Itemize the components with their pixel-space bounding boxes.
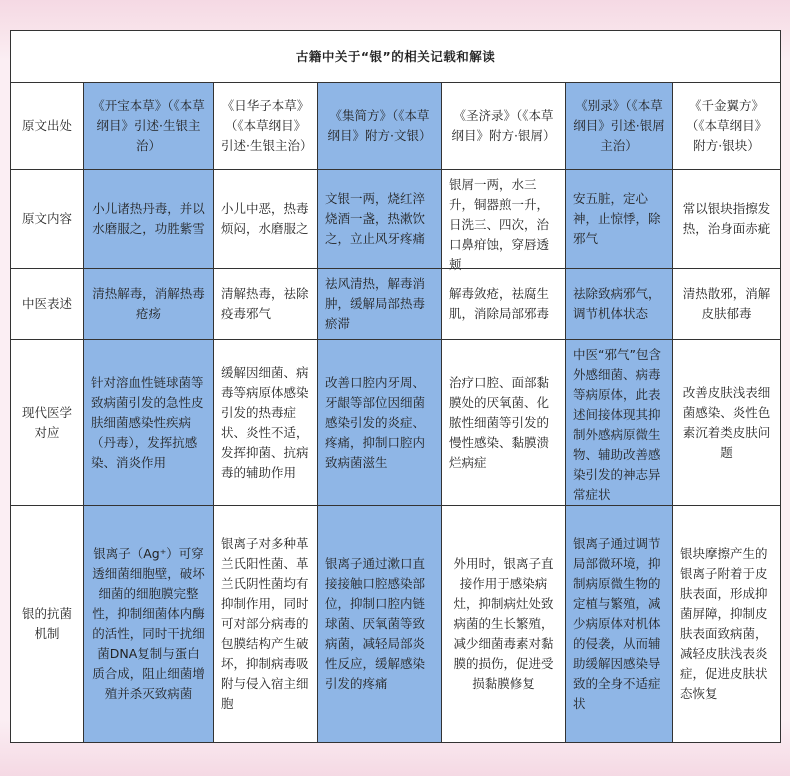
row-label-tcm: 中医表述 xyxy=(11,269,84,340)
table-row xyxy=(11,170,781,269)
cell-original-6: 常以银块指擦发热，治身面赤疵 xyxy=(673,170,781,269)
table-row xyxy=(11,506,781,743)
cell-modern-4: 治疗口腔、面部黏膜处的厌氧菌、化脓性细菌等引发的慢性感染、黏膜溃烂病症 xyxy=(442,340,566,506)
cell-modern-5-text: 中医“邪气”包含外感细菌、病毒等病原体，此表述间接体现其抑制外感病原微生物、辅助改善感染引发的神志异常症状 xyxy=(573,346,661,502)
cell-modern-2: 缓解因细菌、病毒等病原体感染引发的热毒症状、炎性不适，发挥抑菌、抗病毒的辅助作用 xyxy=(214,340,318,506)
cell-tcm-3: 祛风清热，解毒消肿，缓解局部热毒瘀滞 xyxy=(318,269,442,340)
cell-tcm-4: 解毒敛疮，祛腐生肌，消除局部邪毒 xyxy=(442,269,566,340)
cell-original-4 xyxy=(442,170,566,272)
cell-mechanism-5: 银离子通过调节局部微环境，抑制病原微生物的定植与繁殖，减少病原体对机体的侵袭，从而辅助缓解因感染导致的全身不适症状 xyxy=(566,506,673,743)
cell-tcm-2: 清解热毒，祛除疫毒邪气 xyxy=(214,269,318,340)
cell-source-1: 《开宝本草》（《本草纲目》引述·生银主治） xyxy=(84,83,214,170)
cell-original-2: 小儿中恶，热毒烦闷，水磨服之 xyxy=(214,170,318,269)
cell-mechanism-4: 外用时，银离子直接作用于感染病灶，抑制病灶处致病菌的生长繁殖，减少细菌毒素对黏膜的损伤，促进受损黏膜修复 xyxy=(442,506,566,743)
row-label-original-text: 原文内容 xyxy=(11,170,84,269)
row-label-source: 原文出处 xyxy=(11,83,84,170)
cell-modern-5 xyxy=(566,340,673,506)
cell-tcm-5: 祛除致病邪气，调节机体状态 xyxy=(566,269,673,340)
cell-mechanism-3: 银离子通过漱口直接接触口腔感染部位，抑制口腔内链球菌、厌氧菌等致病菌，减轻局部炎性反应，缓解感染引发的疼痛 xyxy=(318,506,442,743)
cell-source-5: 《别录》（《本草纲目》引述·银屑主治） xyxy=(566,83,673,170)
cell-mechanism-6: 银块摩擦产生的银离子附着于皮肤表面，形成抑菌屏障，抑制皮肤表面致病菌，减轻皮肤浅表炎症，促进皮肤状态恢复 xyxy=(673,506,781,743)
cell-source-2: 《日华子本草》（《本草纲目》引述·生银主治） xyxy=(214,83,318,170)
cell-modern-1: 针对溶血性链球菌等致病菌引发的急性皮肤细菌感染性疾病（丹毒），发挥抗感染、消炎作用 xyxy=(84,340,214,506)
cell-original-5: 安五脏，定心神，止惊悸，除邪气 xyxy=(566,170,673,269)
row-label-modern-medicine: 现代医学对应 xyxy=(11,340,84,506)
cell-original-1: 小儿诸热丹毒，并以水磨服之，功胜紫雪 xyxy=(84,170,214,269)
cell-original-4-text: 银屑一两，水三升，铜器煎一升，日洗三、四次，治口鼻疳蚀，穿唇透颊 xyxy=(449,177,550,272)
cell-source-4: 《圣济录》（《本草纲目》附方·银屑） xyxy=(442,83,566,170)
silver-records-table xyxy=(10,30,781,743)
cell-modern-3: 改善口腔内牙周、牙龈等部位因细菌感染引发的炎症、疼痛，抑制口腔内致病菌滋生 xyxy=(318,340,442,506)
cell-mechanism-1: 银离子（Ag⁺）可穿透细菌细胞壁，破坏细菌的细胞膜完整性，抑制细菌体内酶的活性，同时干扰细菌DNA复制与蛋白质合成，阻止细菌增殖并杀灭致病菌 xyxy=(84,506,214,743)
table-row xyxy=(11,83,781,170)
cell-original-3: 文银一两，烧红淬烧酒一盏，热漱饮之，立止风牙疼痛 xyxy=(318,170,442,269)
cell-tcm-1: 清热解毒，消解热毒疮疡 xyxy=(84,269,214,340)
table-row xyxy=(11,269,781,340)
cell-tcm-6: 清热散邪，消解皮肤郁毒 xyxy=(673,269,781,340)
cell-modern-6: 改善皮肤浅表细菌感染、炎性色素沉着类皮肤问题 xyxy=(673,340,781,506)
table-row xyxy=(11,340,781,506)
table-title: 古籍中关于“银”的相关记载和解读 xyxy=(11,31,781,83)
cell-source-3: 《集简方》（《本草纲目》附方·文银） xyxy=(318,83,442,170)
cell-mechanism-2: 银离子对多种革兰氏阳性菌、革兰氏阴性菌均有抑制作用，同时可对部分病毒的包膜结构产生破坏，抑制病毒吸附与侵入宿主细胞 xyxy=(214,506,318,743)
row-label-mechanism: 银的抗菌机制 xyxy=(11,506,84,743)
table-sheet xyxy=(10,30,780,738)
cell-source-6: 《千金翼方》（《本草纲目》附方·银块） xyxy=(673,83,781,170)
